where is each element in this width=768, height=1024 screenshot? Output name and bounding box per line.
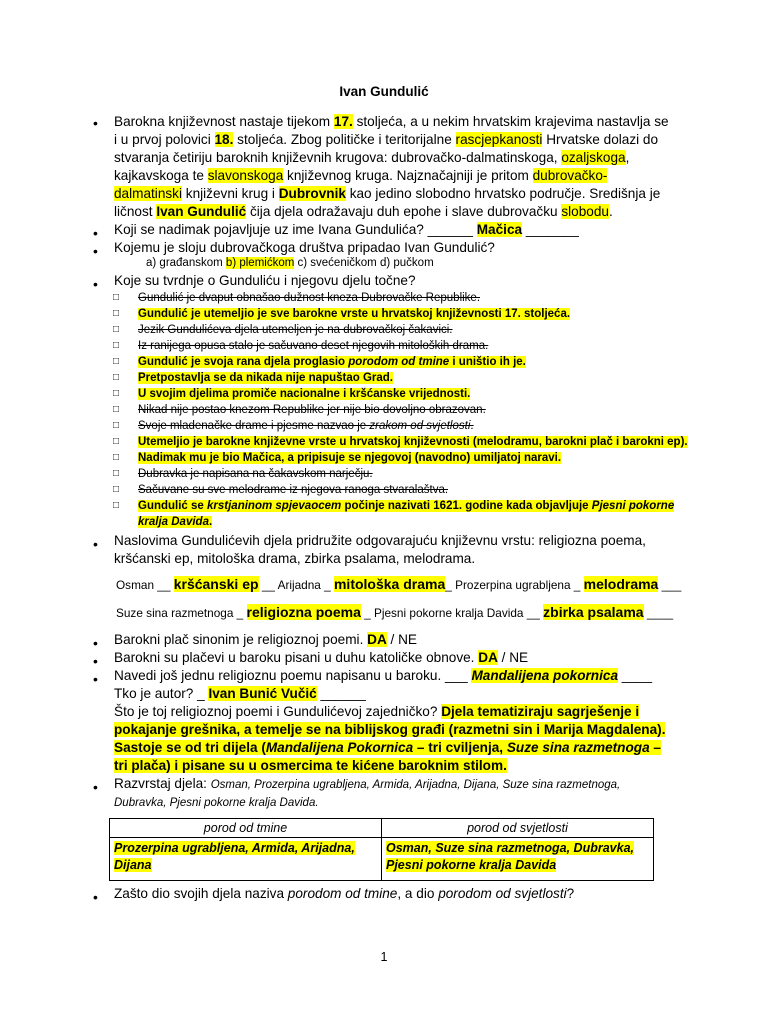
text-run: religiozna poema (246, 604, 361, 620)
text-run: Što je toj religioznoj poemi i Gundulićevoj zajedničko? (114, 704, 442, 719)
statement-item (138, 418, 698, 434)
question-baroque-lament (114, 631, 670, 649)
text-run: – tri cviljenja, (413, 740, 507, 755)
text-run: Navedi još jednu religioznu poemu napisanu u baroku. ___ (114, 668, 472, 683)
text-run: Koji se nadimak pojavljuje uz ime Ivana Gundulića? ______ (114, 222, 477, 237)
text-run: književni krug i (182, 186, 279, 201)
bullet-icon: • (93, 115, 98, 131)
text-run: Jezik Gundulićeva djela utemeljen je na dubrovačkoj čakavici. (138, 324, 453, 336)
checkbox-icon: □ (113, 484, 120, 495)
statement-item (138, 306, 698, 322)
text-run: / NE (497, 650, 529, 665)
text-run: Osman __ (116, 578, 174, 592)
text-run: ___ (658, 578, 682, 592)
text-run: _ Prozerpina ugrabljena _ (445, 578, 584, 592)
table-cell-darkness: Prozerpina ugrabljena, Armida, Arijadna, Dijana (110, 838, 382, 881)
text-run: Gundulić je svoja rana djela proglasio (138, 356, 349, 368)
text-run: Kojemu je sloju dubrovačkoga društva pripadao Ivan Gundulić? (114, 240, 495, 255)
statement-item (138, 370, 698, 386)
statement-item (138, 322, 698, 338)
text-run: porodom od tmine (348, 356, 450, 368)
text-run: Gundulić se (138, 500, 208, 512)
text-run: krstjaninom spjevaocem (207, 500, 342, 512)
text-run: Suze sina razmetnoga _ (116, 606, 247, 620)
text-run: kršćanski ep (173, 576, 259, 592)
text-run: i uništio ih je. (449, 356, 526, 368)
text-run: melodrama (583, 576, 659, 592)
text-run: ____ (643, 606, 674, 620)
text-run: . (470, 420, 474, 432)
text-run: Sačuvane su sve melodrame iz njegova ranoga stvaralaštva. (138, 484, 449, 496)
bullet-icon: • (93, 536, 98, 552)
matching-line-2 (116, 604, 673, 620)
statement-item (138, 338, 698, 354)
checkbox-icon: □ (113, 340, 120, 351)
text-run: Mandalijena pokornica (471, 668, 619, 683)
statement-item (138, 466, 698, 482)
question-catholic-renewal (114, 649, 670, 667)
bullet-icon: • (93, 635, 98, 651)
statement-item (138, 498, 698, 530)
text-run: ozaljskoga (561, 150, 626, 165)
text-run: rascjepkanosti (455, 132, 543, 147)
checkbox-icon: □ (113, 388, 120, 399)
text-run: Koje su tvrdnje o Gunduliću i njegovu djelu točne? (114, 273, 416, 288)
text-run: ? (566, 886, 575, 901)
question-common-traits (114, 703, 670, 775)
text-run: Gundulić je dvaput obnašao dužnost kneza Dubrovačke Republike. (138, 292, 481, 304)
text-run: . (208, 516, 213, 528)
option-c: c) svećeničkom (297, 257, 377, 269)
question-genres (114, 532, 670, 568)
text-run: Utemeljio je barokne književne vrste u hrvatskoj književnosti (melodramu, barokni plač i barokni ep). (138, 436, 688, 448)
text-run: porodom od svjetlosti (438, 886, 567, 901)
statement-item (138, 450, 698, 466)
text-run: porodom od tmine (287, 886, 398, 901)
text-run: Ivan Bunić Vučić (208, 686, 317, 701)
text-run: Ivan Gundulić (156, 204, 247, 219)
text-run: / NE (386, 632, 417, 647)
bullet-icon: • (93, 653, 98, 669)
table-cell-light: Osman, Suze sina razmetnoga, Dubravka, Pjesni pokorne kralja Davida (382, 838, 654, 881)
text-run: kao jedino slobodno hrvatsko područje. Središnja je ličnost (114, 186, 661, 219)
text-run: U svojim djelima promiče nacionalne i kršćanske vrijednosti. (138, 388, 471, 400)
text-run: Suze sina razmetnoga (506, 740, 650, 755)
question-classify (114, 775, 670, 811)
text-run: Tko je autor? _ (114, 686, 209, 701)
text-run: Gundulić je utemeljio je sve barokne vrste u hrvatskoj književnosti 17. stoljeća. (138, 308, 571, 320)
statement-item (138, 434, 698, 450)
text-run: slavonskoga (207, 168, 284, 183)
bullet-icon: • (93, 225, 98, 241)
text-run: ____ (618, 668, 653, 683)
text-run: književnog kruga. Najznačajniji je pritom (283, 168, 533, 183)
checkbox-icon: □ (113, 420, 120, 431)
text-run: __ Arijadna _ (258, 578, 334, 592)
bullet-icon: • (93, 243, 98, 259)
option-d: d) pučkom (379, 257, 434, 269)
statement-item (138, 290, 698, 306)
checkbox-icon: □ (113, 468, 120, 479)
statement-item (138, 386, 698, 402)
checkbox-icon: □ (113, 404, 120, 415)
text-run: Mandalijena Pokornica (265, 740, 414, 755)
question-author (114, 685, 670, 703)
text-run: Dubravka je napisana na čakavskom narječju. (138, 468, 373, 480)
text-run: Barokni su plačevi u baroku pisani u duhu katoličke obnove. (114, 650, 479, 665)
text-run: Naslovima Gundulićevih djela pridružite odgovarajuću književnu vrstu: religiozna poema, kršćanski ep, mitološka drama, zbirka psalama, melodrama. (114, 533, 646, 566)
social-class-options (146, 257, 434, 269)
text-run: Nikad nije postao knezom Republike jer nije bio dovoljno obrazovan. (138, 404, 486, 416)
text-run: _______ (522, 222, 579, 237)
bullet-icon: • (93, 671, 98, 687)
checkbox-icon: □ (113, 372, 120, 383)
text-run: 18. (214, 132, 234, 147)
table-header-light: porod od svjetlosti (382, 819, 654, 838)
text-run: Nadimak mu je bio Mačica, a pripisuje se njegovoj (navodno) umiljatoj naravi. (138, 452, 562, 464)
text-run: Osman, Prozerpina ugrabljena, Armida, Arijadna, Dijana, Suze sina razmetnoga, Dubravka, Pjesni pokorne kralja Davida. (114, 779, 621, 809)
text-run: 17. (333, 114, 353, 129)
text-run: Barokna književnost nastaje tijekom (114, 114, 334, 129)
question-another-poem (114, 667, 670, 685)
text-run: Svoje mladenačke drame i pjesme nazvao je (138, 420, 370, 432)
checkbox-icon: □ (113, 308, 120, 319)
checkbox-icon: □ (113, 356, 120, 367)
checkbox-icon: □ (113, 324, 120, 335)
text-run: Zašto dio svojih djela naziva (114, 886, 288, 901)
text-run: zbirka psalama (543, 604, 644, 620)
text-run: , kajkavskoga te (114, 150, 630, 183)
text-run: . (608, 204, 613, 219)
text-run: zrakom od svjetlosti (369, 420, 471, 432)
text-run: – tri plača) i pisane su u osmercima te kićene baroknim stilom. (114, 740, 661, 773)
text-run: stoljeća, a u nekim hrvatskim krajevima nastavlja se i u prvoj polovici (114, 114, 669, 147)
statement-item (138, 482, 698, 498)
checkbox-icon: □ (113, 292, 120, 303)
text-run: mitološka drama (333, 576, 446, 592)
text-run: čija djela odražavaju duh epohe i slave dubrovačku (246, 204, 562, 219)
text-run: Hrvatske dolazi do stvaranja četiriju baroknih književnih krugova: dubrovačko-dalmatinskoga, (114, 132, 659, 165)
question-why-names (114, 885, 670, 903)
text-run: stoljeća. Zbog političke i teritorijalne (233, 132, 456, 147)
document-title: Ivan Gundulić (339, 84, 429, 99)
text-run: dubrovačko-dalmatinski (114, 168, 608, 201)
text-run: Razvrstaj djela: (114, 776, 211, 791)
checkbox-icon: □ (113, 500, 120, 511)
text-run: ______ (316, 686, 366, 701)
checkbox-icon: □ (113, 436, 120, 447)
option-a: a) građanskom (146, 257, 223, 269)
text-run: Mačica (476, 222, 523, 237)
table-header-darkness: porod od tmine (110, 819, 382, 838)
question-true-statements (114, 272, 670, 290)
text-run: Djela tematiziraju sagrješenje i pokajanje grešnika, a temelje se na biblijskog građi (razmetni sin i Marija Magdalena). Sastoje se od tri dijela ( (114, 704, 666, 755)
text-run: DA (478, 650, 498, 665)
text-run: Iz ranijega opusa stalo je sačuvano deset njegovih mitoloških drama. (138, 340, 489, 352)
text-run: Dubrovnik (278, 186, 346, 201)
paragraph-baroque-intro (114, 113, 670, 221)
text-run: _ Pjesni pokorne kralja Davida __ (360, 606, 544, 620)
text-run: Barokni plač sinonim je religioznoj poemi. (114, 632, 368, 647)
question-social-class (114, 239, 670, 257)
text-run: počinje nazivati 1621. godine kada objavljuje (341, 500, 592, 512)
checkbox-icon: □ (113, 452, 120, 463)
bullet-icon: • (93, 276, 98, 292)
option-b: b) plemićkom (225, 257, 295, 269)
text-run: Pretpostavlja se da nikada nije napuštao Grad. (138, 372, 393, 384)
page-number: 1 (380, 950, 388, 964)
matching-line-1 (116, 576, 681, 592)
bullet-icon: • (93, 779, 98, 795)
question-nickname (114, 221, 670, 239)
statement-item (138, 354, 698, 370)
text-run: , a dio (397, 886, 439, 901)
classification-table (109, 818, 654, 881)
text-run: Pjesni pokorne kralja Davida (138, 500, 675, 528)
statement-item (138, 402, 698, 418)
bullet-icon: • (93, 889, 98, 905)
text-run: slobodu (561, 204, 609, 219)
text-run: DA (367, 632, 387, 647)
